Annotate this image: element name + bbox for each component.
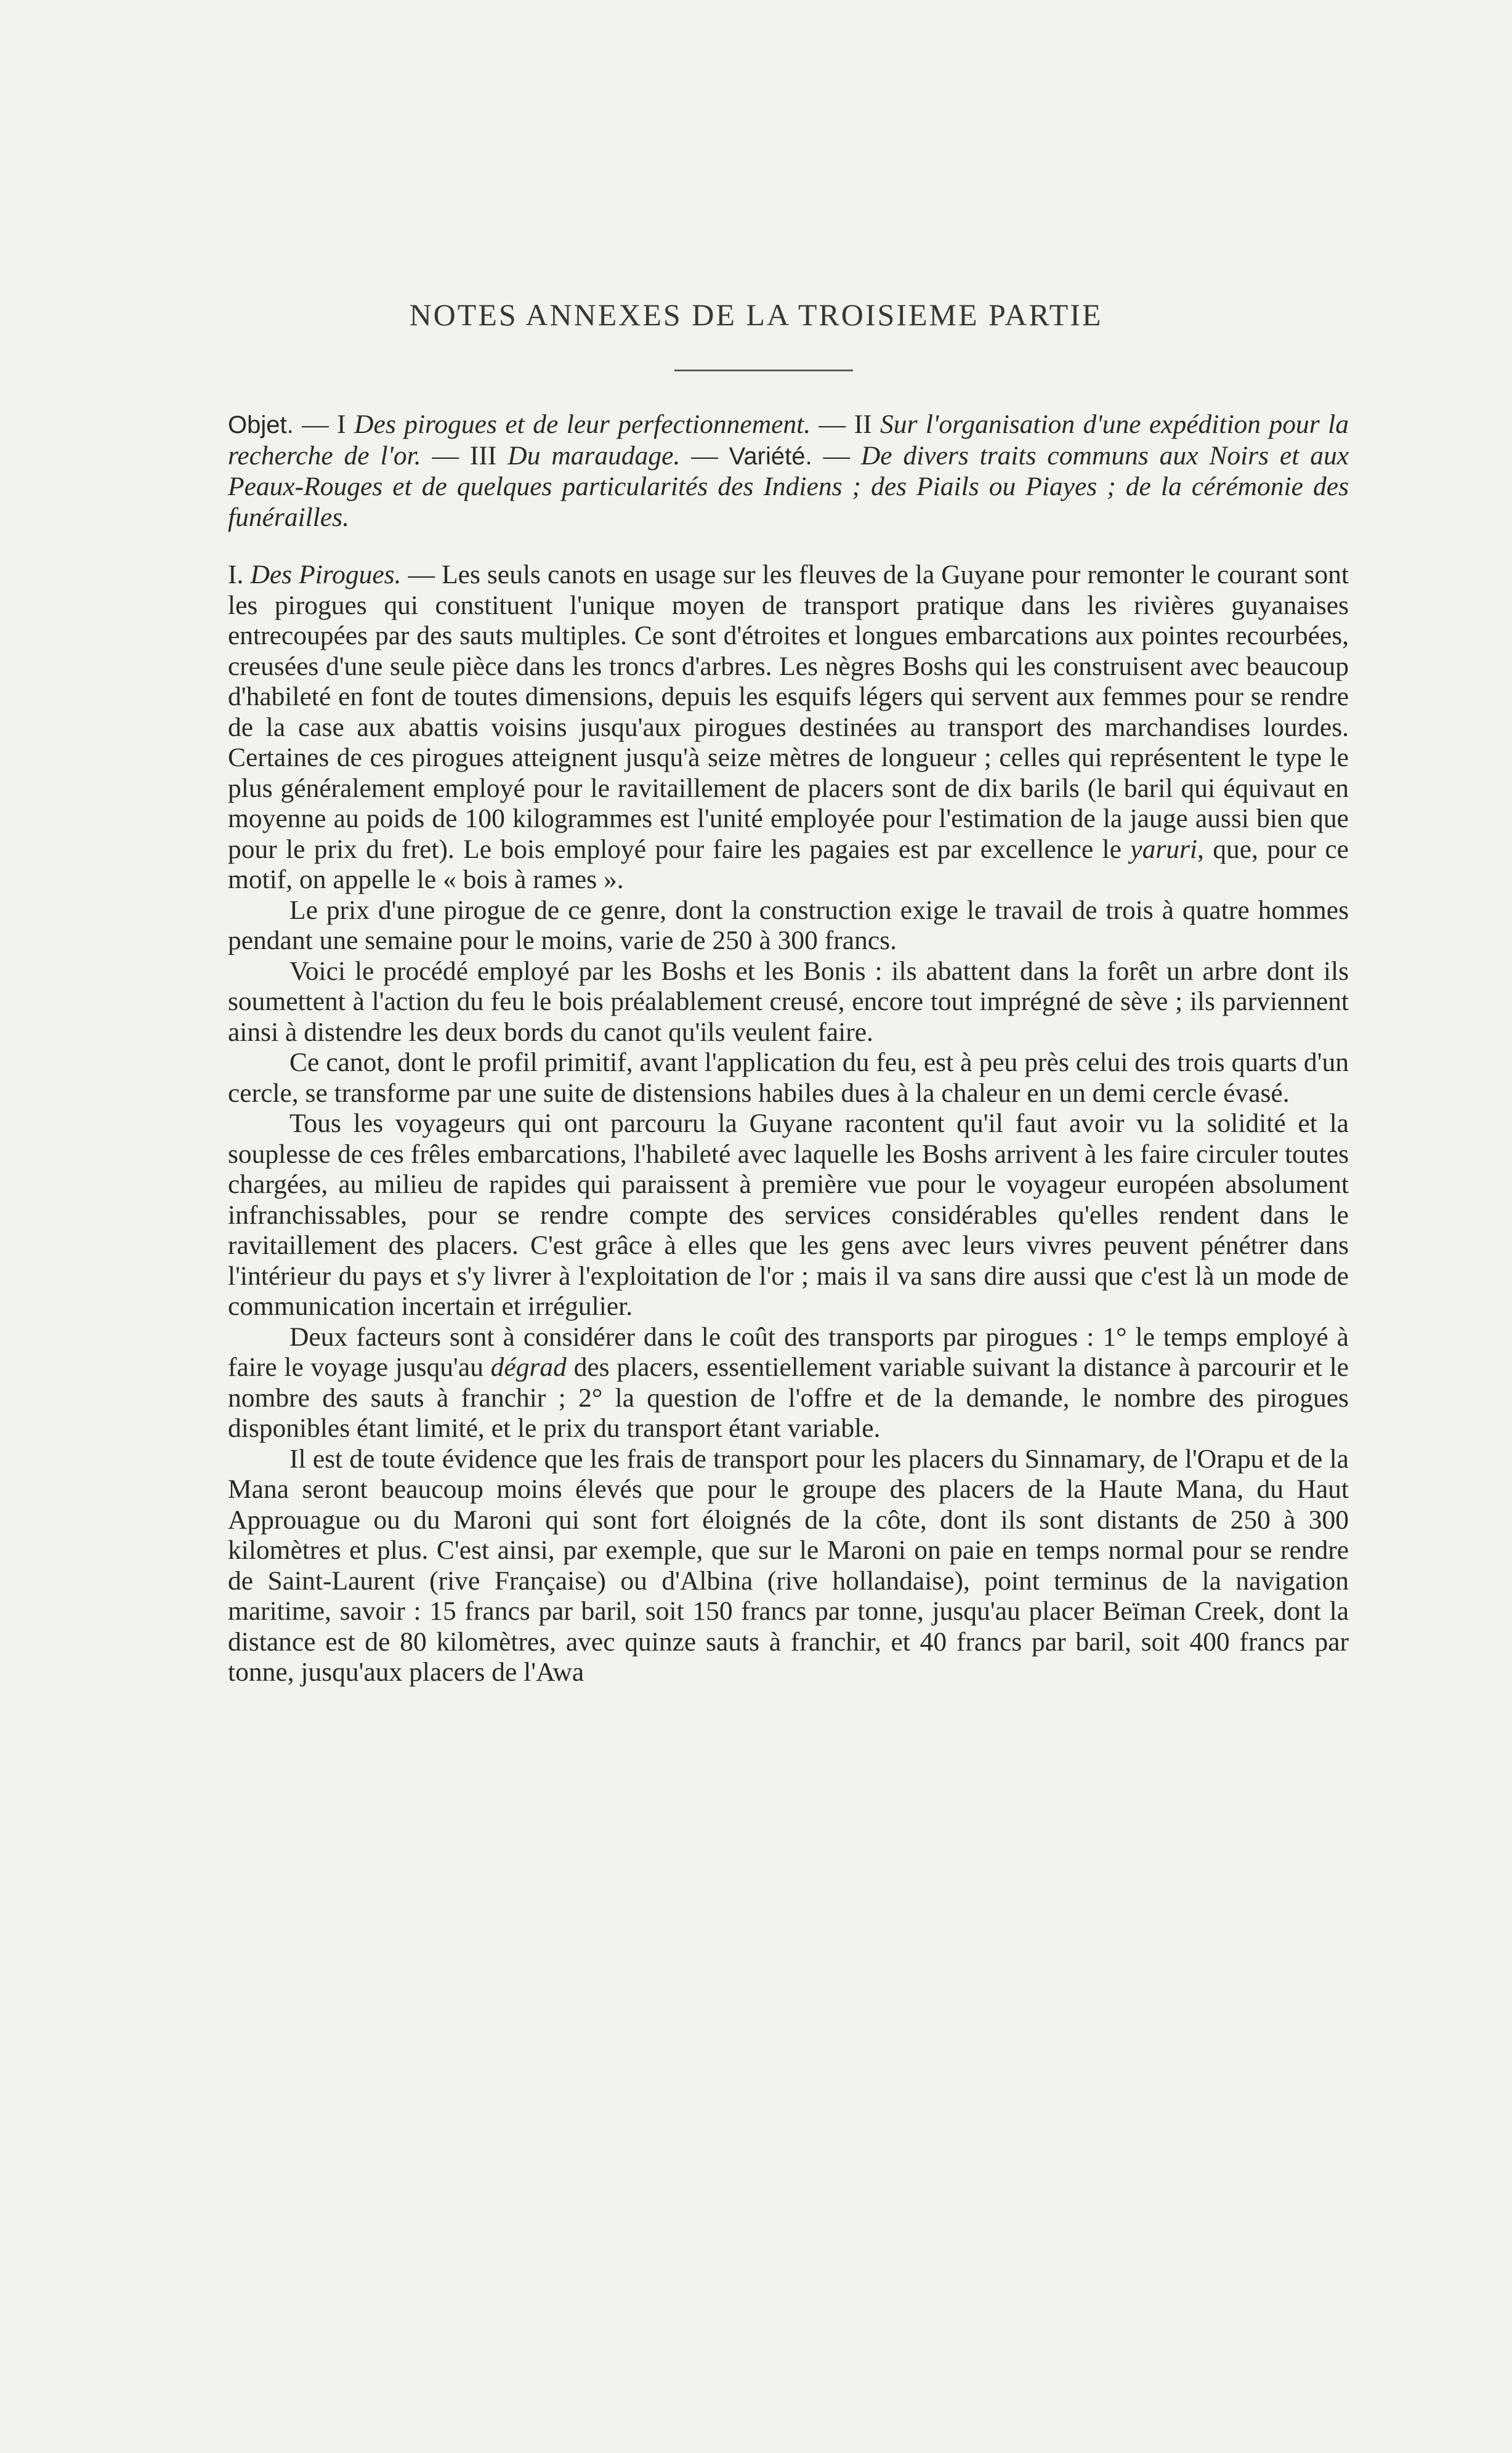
paragraph-1-italic: yaruri	[1130, 834, 1198, 864]
summary-paragraph	[228, 410, 1349, 533]
summary-separator: —	[680, 440, 729, 471]
summary-part4-prefix: —	[812, 440, 861, 471]
label-objet: Objet.	[228, 411, 294, 438]
summary-part2-title: Sur l'organisation d'une expédition pour la recherche de l'or.	[228, 410, 1349, 471]
summary-part2-prefix: — II	[811, 410, 881, 439]
summary-part1-title: Des pirogues et de leur perfectionnement.	[354, 410, 811, 439]
section-title: Des Pirogues.	[250, 560, 402, 589]
heading-rule	[674, 370, 853, 371]
summary-part3-title: Du maraudage.	[507, 440, 681, 471]
paragraph-2: Le prix d'une pirogue de ce genre, dont la construction exige le travail de trois à quatre hommes pendant une semaine pour le moins, varie de 250 à 300 francs.	[228, 895, 1349, 955]
paragraph-1-text: — Les seuls canots en usage sur les fleuves de la Guyane pour remonter le courant sont les pirogues qui constituent l'unique moyen de transport pratique dans les rivières guyanaises entrecoupées par des sauts multiples. Ce sont d'étroites et longues embarcations aux pointes recourbées, creusées d'une seule pièce dans les troncs d'arbres. Les nègres Boshs qui les construisent avec beaucoup d'habileté en font de toutes dimensions, depuis les esquifs légers qui servent aux femmes pour se rendre de la case aux abattis voisins jusqu'aux pirogues destinées au transport des marchandises lourdes. Certaines de ces pirogues atteignent jusqu'à seize mètres de longueur ; celles qui représentent le type le plus généralement employé pour le ravitaillement de placers sont de dix barils (le baril qui équivaut en moyenne au poids de 100 kilogrammes est l'unité employée pour l'estimation de la jauge aussi bien que pour le prix du fret). Le bois employé pour faire les pagaies est par excellence le	[228, 560, 1349, 864]
paragraph-1	[228, 560, 1349, 895]
paragraph-6-italic: dégrad	[490, 1352, 567, 1382]
paragraph-5: Tous les voyageurs qui ont parcouru la Guyane racontent qu'il faut avoir vu la solidité et la souplesse de ces frêles embarcations, l'habileté avec laquelle les Boshs arrivent à les faire circuler toutes chargées, au milieu de rapides qui paraissent à première vue pour le voyageur européen absolument infranchissables, pour se rendre compte des services considérables qu'elles rendent dans le ravitaillement des placers. C'est grâce à elles que les gens avec leurs vivres peuvent pénétrer dans l'intérieur du pays et s'y livrer à l'exploitation de l'or ; mais il va sans dire aussi que c'est là un mode de communication incertain et irrégulier.	[228, 1109, 1349, 1321]
summary-part1-prefix: — I	[293, 410, 355, 439]
paragraph-3: Voici le procédé employé par les Boshs et les Bonis : ils abattent dans la forêt un arbre dont ils soumettent à l'action du feu le bois préalablement creusé, encore tout imprégné de sève ; ils parviennent ainsi à distendre les deux bords du canot qu'ils veulent faire.	[228, 956, 1349, 1047]
label-variete: Variété.	[729, 442, 812, 470]
body-text	[228, 410, 1349, 1688]
paragraph-6	[228, 1322, 1349, 1444]
summary-part3-prefix: — III	[421, 440, 508, 471]
summary-part4-title: De divers traits communs aux Noirs et aux Peaux-Rouges et de quelques particularités des Indiens ; des Piails ou Piayes ; de la cérémonie des funérailles.	[228, 440, 1349, 532]
paragraph-6-end: des placers, essentiellement variable suivant la distance à parcourir et le nombre des sauts à franchir ; 2° la question de l'offre et de la demande, le nombre des pirogues disponibles étant limité, et le prix du transport étant variable.	[228, 1352, 1349, 1443]
paragraph-4: Ce canot, dont le profil primitif, avant l'application du feu, est à peu près celui des trois quarts d'un cercle, se transforme par une suite de distensions habiles dues à la chaleur en un demi cercle évasé.	[228, 1048, 1349, 1108]
page-heading: NOTES ANNEXES DE LA TROISIEME PARTIE	[409, 297, 1103, 332]
section-number: I.	[228, 560, 251, 589]
paragraph-6-start: Deux facteurs sont à considérer dans le coût des transports par pirogues : 1° le temps employé à faire le voyage jusqu'au	[228, 1322, 1349, 1382]
paragraph-1-end: , que, pour ce motif, on appelle le « bois à rames ».	[228, 834, 1349, 894]
paragraph-7: Il est de toute évidence que les frais de transport pour les placers du Sinnamary, de l'Orapu et de la Mana seront beaucoup moins élevés que pour le groupe des placers de la Haute Mana, du Haut Approuague ou du Maroni qui sont fort éloignés de la côte, dont ils sont distants de 250 à 300 kilomètres et plus. C'est ainsi, par exemple, que sur le Maroni on paie en temps normal pour se rendre de Saint-Laurent (rive Française) ou d'Albina (rive hollandaise), point terminus de la navigation maritime, savoir : 15 francs par baril, soit 150 francs par tonne, jusqu'au placer Beïman Creek, dont la distance est de 80 kilomètres, avec quinze sauts à franchir, et 40 francs par baril, soit 400 francs par tonne, jusqu'aux placers de l'Awa	[228, 1444, 1349, 1687]
